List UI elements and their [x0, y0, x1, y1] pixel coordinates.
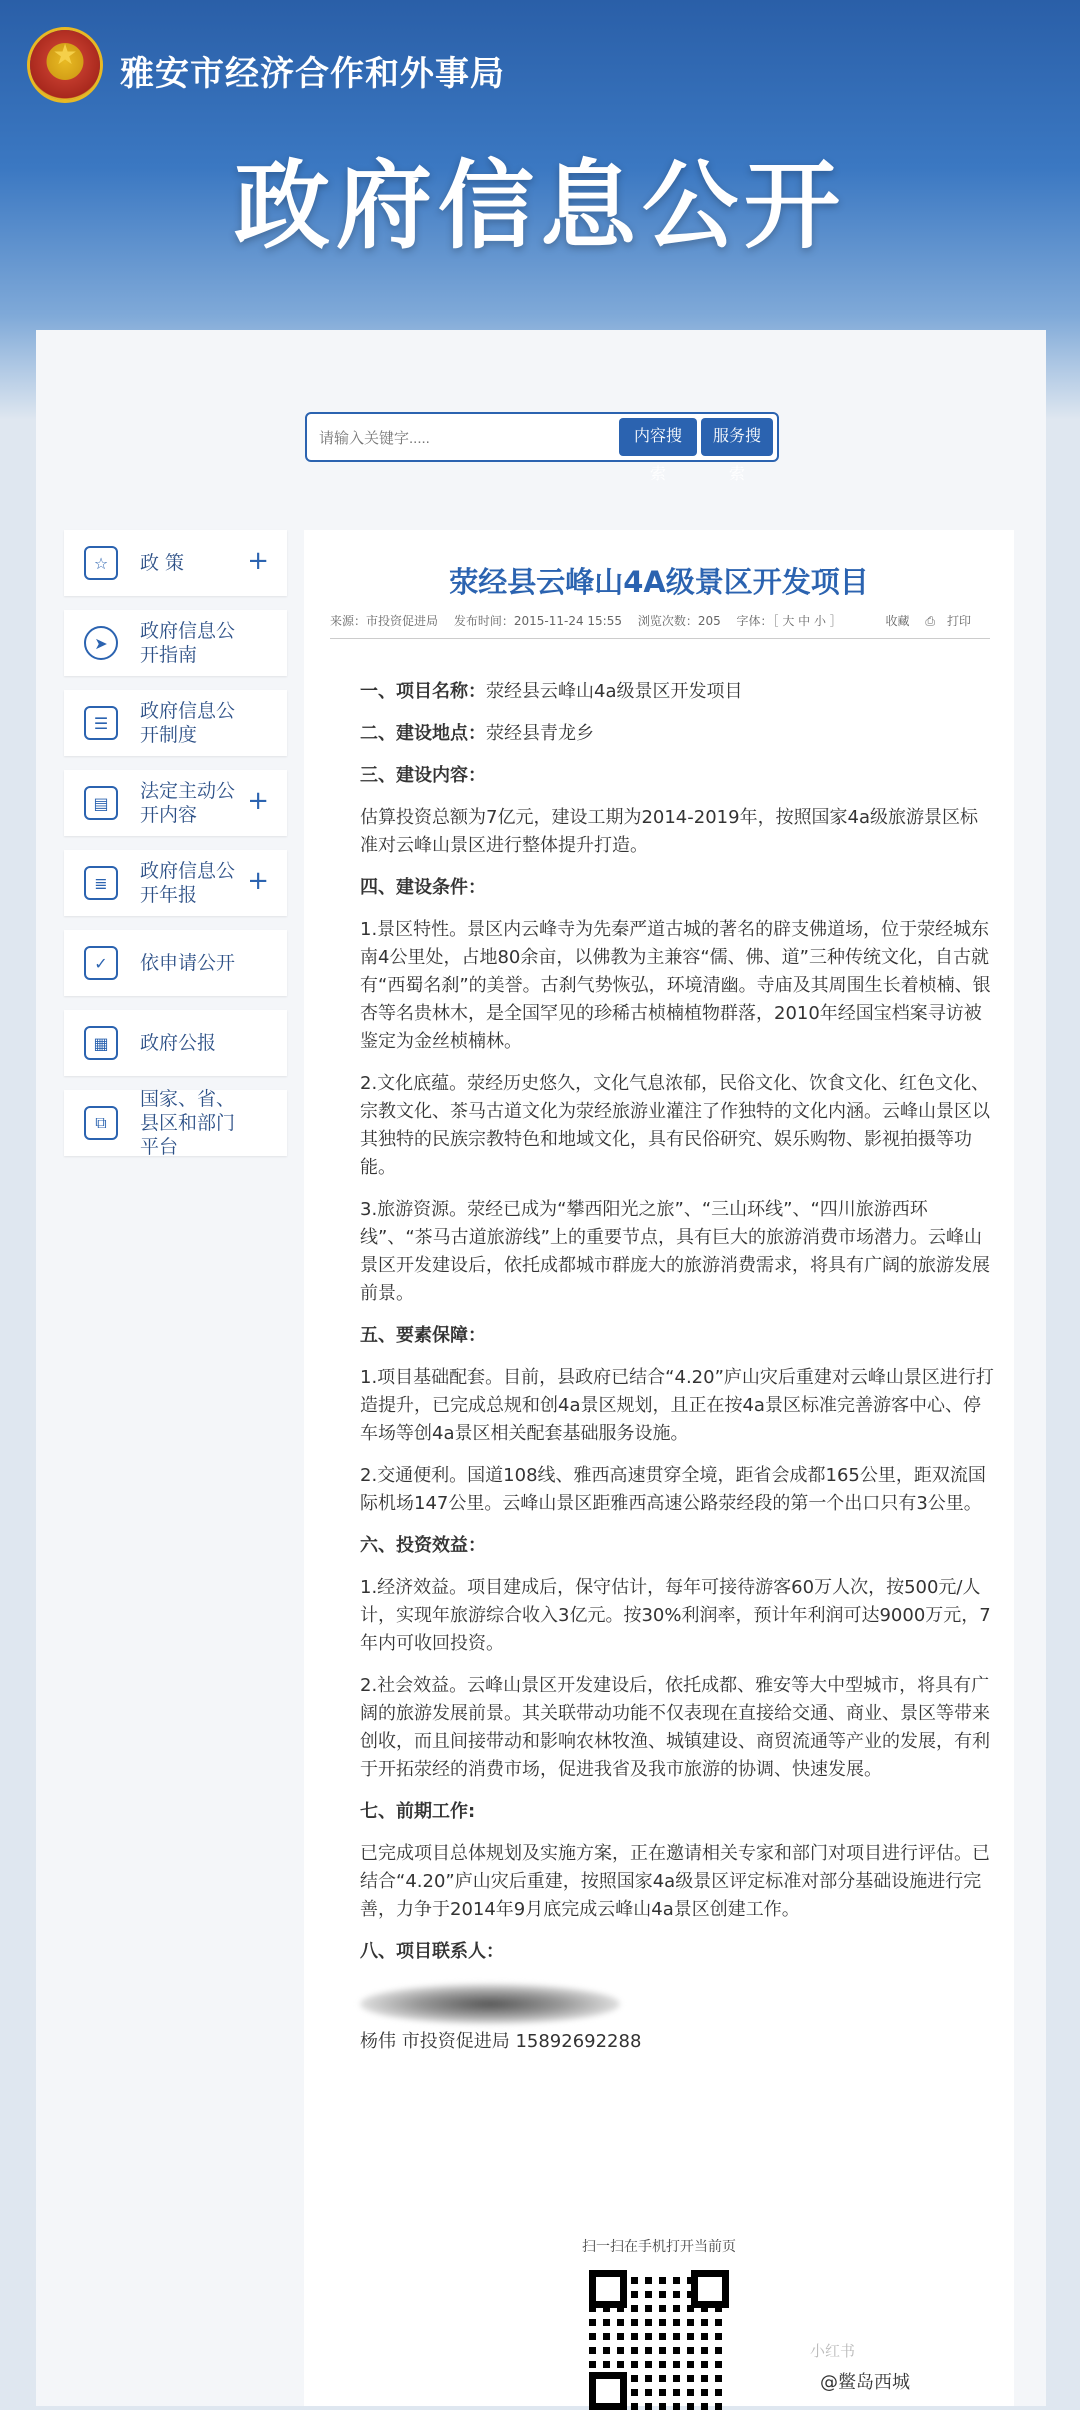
redaction-blur [360, 1984, 620, 2024]
paragraph: 2.交通便利。国道108线、雅西高速贯穿全境，距省会成都165公里，距双流国际机场147公里。云峰山景区距雅西高速公路荥经段的第一个出口只有3公里。 [360, 1465, 986, 1514]
org-name[interactable]: 雅安市经济合作和外事局 [120, 54, 505, 94]
search-bar [305, 412, 779, 483]
paragraph: 3.旅游资源。荥经已成为“攀西阳光之旅”、“三山环线”、“四川旅游西环线”、“茶马古道旅游线”上的重要节点，具有巨大的旅游消费市场潜力。云峰山景区开发建设后，依托成都城市群庞大的旅游消费需求，将具有广阔的旅游发展前景。 [360, 1199, 990, 1304]
expand-plus-icon[interactable]: + [247, 786, 269, 816]
paragraph: 1.景区特性。景区内云峰寺为先秦严道古城的著名的辟支佛道场，位于荥经城东南4公里处，占地80余亩，以佛教为主兼容“儒、佛、道”三种传统文化，自古就有“西蜀名刹”的美誉。古刹气势恢弘，环境清幽。寺庙及其周围生长着桢楠、银杏等名贵林木，是全国罕见的珍稀古桢楠植物群落，2010年经国宝档案寻访被鉴定为金丝桢楠林。 [360, 919, 991, 1052]
article-title: 荥经县云峰山4A级景区开发项目 [449, 565, 869, 599]
content-search-button[interactable]: 内容搜索 [619, 418, 697, 456]
sidebar-nav [64, 530, 287, 1170]
sidebar-item-label: 依申请公开 [140, 952, 236, 974]
article-body [360, 678, 995, 2070]
search-input[interactable] [317, 424, 591, 452]
qr-finder-tr [691, 2270, 729, 2308]
check-doc-icon: ✓ [84, 946, 118, 980]
paragraph: 1.项目基础配套。目前，县政府已结合“4.20”庐山灾后重建对云峰山景区进行打造提升，已完成总规和创4a景区规划，且正在按4a景区标准完善游客中心、停车场等创4a景区相关配套基础服务设施。 [360, 1367, 994, 1444]
sidebar-item-label: 法定主动公开内容 [140, 780, 236, 826]
paragraph: 2.社会效益。云峰山景区开发建设后，依托成都、雅安等大中型城市，将具有广阔的旅游发展前景。其关联带动功能不仅表现在直接给交通、商业、景区等带来创收，而且间接带动和影响农林牧渔、城镇建设、商贸流通等产业的发展，有利于开拓荥经的消费市场，促进我省及我市旅游的协调、快速发展。 [360, 1675, 990, 1780]
favorite-link[interactable]: 收藏 [885, 614, 910, 628]
sidebar-item-on-request[interactable] [64, 930, 287, 996]
sidebar-item-label: 国家、省、县区和部门平台 [140, 1088, 236, 1158]
sidebar-item-statutory[interactable] [64, 770, 287, 836]
divider [330, 638, 990, 639]
redacted-contact-blur [360, 1980, 995, 2028]
hero-title: 政府信息公开 [234, 150, 846, 262]
paragraph: 1.经济效益。项目建成后，保守估计，每年可接待游客60万人次，按500元/人计，实现年旅游综合收入3亿元。按30%利润率，预计年利润可达9000万元，7年内可收回投资。 [360, 1577, 991, 1654]
sidebar-item-label: 政府信息公开年报 [140, 860, 236, 906]
qr-finder-bl [589, 2372, 627, 2410]
link-icon: ⧉ [84, 1106, 118, 1140]
article-meta [330, 612, 995, 629]
id-card-icon: ▤ [84, 786, 118, 820]
sidebar-item-guide[interactable] [64, 610, 287, 676]
font-size-switch[interactable]: 字体：［ 大 中 小 ］ [736, 614, 842, 628]
star-doc-icon: ☆ [84, 546, 118, 580]
sidebar-item-bulletin[interactable] [64, 1010, 287, 1076]
sidebar-item-annual-report[interactable] [64, 850, 287, 916]
sidebar-item-label: 政府公报 [140, 1032, 217, 1054]
sidebar-item-platforms[interactable] [64, 1090, 287, 1156]
section-heading: 四、建设条件： [360, 877, 486, 898]
compass-icon: ➤ [84, 626, 118, 660]
print-link[interactable]: 打印 [946, 614, 971, 628]
paragraph: 估算投资总额为7亿元，建设工期为2014-2019年，按照国家4a级旅游景区标准对云峰山景区进行整体提升打造。 [360, 807, 979, 856]
service-search-button[interactable]: 服务搜索 [701, 418, 773, 456]
sidebar-item-label: 政府信息公开指南 [140, 620, 236, 666]
report-icon: ≣ [84, 866, 118, 900]
expand-plus-icon[interactable]: + [247, 866, 269, 896]
sidebar-item-label: 政府信息公开制度 [140, 700, 236, 746]
list-icon: ☰ [84, 706, 118, 740]
qr-finder-tl [589, 2270, 627, 2308]
watermark-faint: 小红书 [810, 2342, 856, 2360]
paragraph: 已完成项目总体规划及实施方案，正在邀请相关专家和部门对项目进行评估。已结合“4.20”庐山灾后重建，按照国家4a级景区评定标准对部分基础设施进行完善，力争于2014年9月底完成云峰山4a景区创建工作。 [360, 1843, 990, 1920]
qr-label: 扫一扫在手机打开当前页 [582, 2239, 736, 2255]
sidebar-item-policy[interactable] [64, 530, 287, 596]
section-heading: 一、项目名称：荥经县云峰山4a级景区开发项目 [360, 681, 743, 702]
print-icon: ⎙ [925, 614, 935, 628]
meta-views: 浏览次数：205 [637, 614, 721, 628]
watermark: @鳖岛西城 [820, 2372, 910, 2393]
meta-source: 来源：市投资促进局 [330, 614, 439, 628]
article-card [304, 530, 1014, 2406]
section-heading: 二、建设地点：荥经县青龙乡 [360, 723, 594, 744]
section-heading: 三、建设内容： [360, 765, 486, 786]
section-heading: 七、前期工作: [360, 1801, 476, 1822]
section-heading: 六、投资效益： [360, 1535, 486, 1556]
section-heading: 八、项目联系人： [360, 1941, 504, 1962]
meta-time: 发布时间：2015-11-24 15:55 [453, 614, 622, 628]
contact-line: 杨伟 市投资促进局 15892692288 [360, 2031, 642, 2052]
sidebar-item-system[interactable] [64, 690, 287, 756]
expand-plus-icon[interactable]: + [247, 546, 269, 576]
sidebar-item-label: 政 策 [140, 552, 185, 574]
paragraph: 2.文化底蕴。荥经历史悠久，文化气息浓郁，民俗文化、饮食文化、红色文化、宗教文化、茶马古道文化为荥经旅游业灌注了作独特的文化内涵。云峰山景区以其独特的民族宗教特色和地域文化，具有民俗研究、娱乐购物、影视拍摄等功能。 [360, 1073, 990, 1178]
bulletin-icon: ▦ [84, 1026, 118, 1060]
national-emblem-icon [30, 30, 100, 100]
section-heading: 五、要素保障： [360, 1325, 486, 1346]
